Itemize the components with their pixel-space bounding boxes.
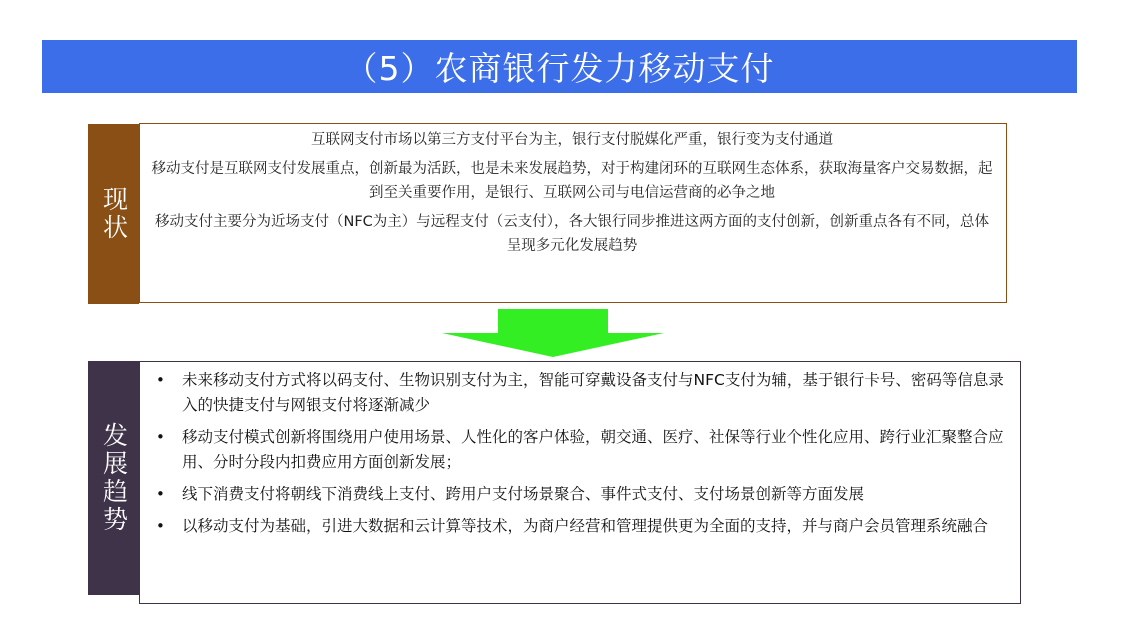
trend-item-text: 未来移动支付方式将以码支付、生物识别支付为主，智能可穿戴设备支付与NFC支付为辅，基于银行卡号、密码等信息录入的快捷支付与网银支付将逐渐减少 — [182, 371, 1004, 414]
bullet: • — [156, 428, 165, 446]
status-label-text: 现状 — [99, 186, 129, 242]
page-title: （5）农商银行发力移动支付 — [344, 49, 775, 88]
trend-item-3 — [150, 482, 1006, 507]
trend-label-text: 发展趋势 — [99, 422, 129, 534]
status-box — [139, 123, 1007, 303]
status-label — [88, 124, 139, 304]
trend-item-4 — [150, 514, 1006, 539]
bullet: • — [156, 485, 165, 503]
title-bar — [42, 40, 1077, 93]
trend-item-2 — [150, 425, 1006, 475]
trend-item-text: 以移动支付为基础，引进大数据和云计算等技术，为商户经营和管理提供更为全面的支持，并与商户会员管理系统融合 — [182, 517, 989, 535]
trend-label — [88, 361, 139, 595]
status-paragraph-1: 互联网支付市场以第三方支付平台为主，银行支付脱媒化严重，银行变为支付通道 — [311, 132, 833, 148]
trend-item-1 — [150, 368, 1006, 418]
trend-item-text: 移动支付模式创新将围绕用户使用场景、人性化的客户体验，朝交通、医疗、社保等行业个性化应用、跨行业汇聚整合应用、分时分段内扣费应用方面创新发展； — [182, 428, 1004, 471]
arrow-shape — [442, 309, 664, 357]
status-paragraph-3: 移动支付主要分为近场支付（NFC为主）与远程支付（云支付），各大银行同步推进这两方面的支付创新，创新重点各有不同，总体呈现多元化发展趋势 — [154, 214, 990, 254]
trend-box — [139, 361, 1021, 604]
bullet: • — [156, 517, 165, 535]
status-paragraph-2: 移动支付是互联网支付发展重点，创新最为活跃，也是未来发展趋势，对于构建闭环的互联网生态体系，获取海量客户交易数据，起到至关重要作用，是银行、互联网公司与电信运营商的必争之地 — [151, 161, 993, 201]
down-arrow-icon — [442, 309, 664, 357]
trend-item-text: 线下消费支付将朝线下消费线上支付、跨用户支付场景聚合、事件式支付、支付场景创新等方面发展 — [182, 485, 865, 503]
bullet: • — [156, 371, 165, 389]
